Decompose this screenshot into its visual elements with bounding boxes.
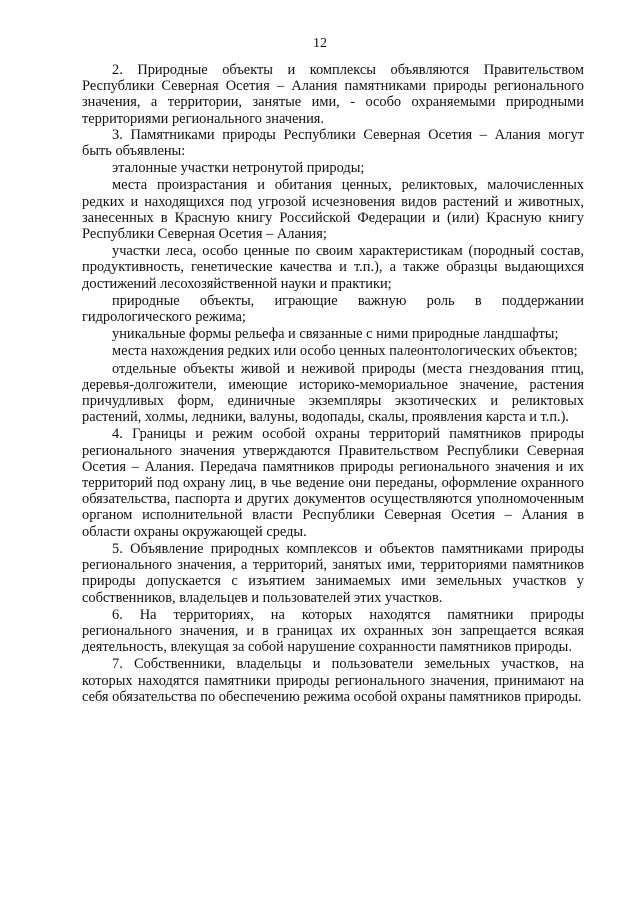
paragraph-article-3: 3. Памятниками природы Республики Северная Осетия – Алания могут быть объявлены: xyxy=(82,126,584,160)
list-item-paleontological: места нахождения редких или особо ценных палеонтологических объектов; xyxy=(112,343,578,360)
paragraph-article-2: 2. Природные объекты и комплексы объявляются Правительством Республики Северная Осетия – Алания памятниками природы регионального значения, а территории, занятые ими, - особо охраняемыми природными территориями регионального значения. xyxy=(82,62,584,127)
page-number: 12 xyxy=(313,36,327,51)
list-item-forest-plots: участки леса, особо ценные по своим характеристикам (породный состав, продуктивность, генетические качества и т.п.), а также образцы выдающихся достижений лесохозяйственной науки и практики; xyxy=(82,243,584,292)
list-item-hydrological-objects: природные объекты, играющие важную роль в поддержании гидрологического режима; xyxy=(82,292,584,326)
paragraph-article-4: 4. Границы и режим особой охраны территорий памятников природы регионального значения утверждаются Правительством Республики Северная Осетия – Алания. Передача памятников природы регионального значения и их территорий под охрану лиц, в чье ведение они переданы, оформление охранного обязательства, паспорта и других документов осуществляются уполномоченным органом исполнительной власти Республики Северная Осетия – Алания в области охраны окружающей среды. xyxy=(82,426,584,540)
paragraph-article-7: 7. Собственники, владельцы и пользователи земельных участков, на которых находятся памятники природы регионального значения, принимают на себя обязательства по обеспечению режима особой охраны памятников природы. xyxy=(82,656,584,705)
list-item-natural-objects: отдельные объекты живой и неживой природы (места гнездования птиц, деревья-долгожители, имеющие историко-мемориальное значение, растения причудливых форм, единичные экземпляры экзотических и реликтовых растений, холмы, ледники, валуны, водопады, скалы, проявления карста и т.п.). xyxy=(82,360,584,426)
paragraph-article-6: 6. На территориях, на которых находятся памятники природы регионального значения, и в границах их охранных зон запрещается всякая деятельность, влекущая за собой нарушение сохранности памятников природы. xyxy=(82,606,584,656)
paragraph-article-5: 5. Объявление природных комплексов и объектов памятниками природы регионального значения, а территорий, занятых ими, территориями памятников природы допускается с изъятием занимаемых ими земельных участков у собственников, владельцев и пользователей этих участков. xyxy=(82,540,584,606)
list-item-landforms: уникальные формы рельефа и связанные с ними природные ландшафты; xyxy=(112,326,559,343)
list-item-pristine-sites: эталонные участки нетронутой природы; xyxy=(112,160,365,177)
list-item-habitats: места произрастания и обитания ценных, реликтовых, малочисленных редких и находящихся под угрозой исчезновения видов растений и животных, занесенных в Красную книгу Российской Федерации и (или) Красную книгу Республики Северная Осетия – Алания; xyxy=(82,177,584,243)
document-body xyxy=(82,62,584,705)
